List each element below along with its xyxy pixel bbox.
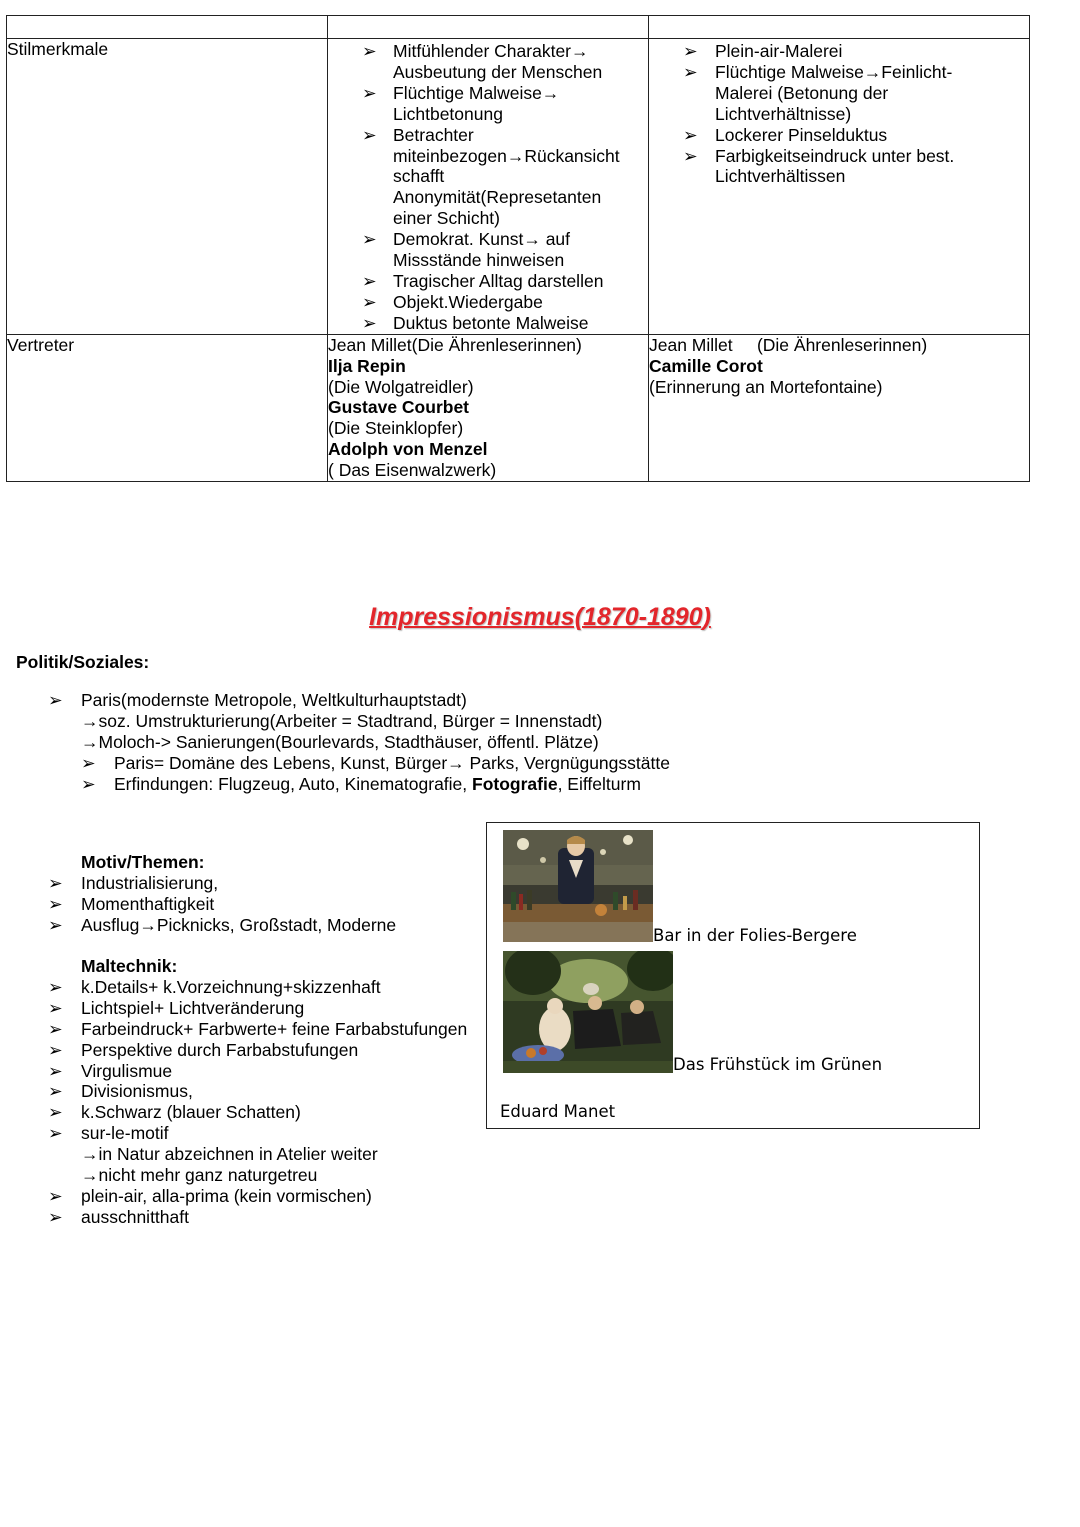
motifs-label: Motiv/Themen: — [81, 852, 205, 872]
list-item: ➢ Demokrat. Kunst→ auf Missstände hinweisen — [362, 229, 571, 271]
list-item: ➢ Industrialisierung, — [48, 872, 219, 893]
row-label: Stilmerkmale — [7, 39, 328, 335]
arrow-bullet-icon: ➢ — [48, 690, 63, 710]
list-item: ➢ Momenthaftigkeit — [48, 893, 215, 914]
artist-name: Camille Corot — [649, 355, 763, 376]
artist-name: Adolph von Menzel — [328, 439, 488, 460]
politics-section-label: Politik/Soziales: — [16, 652, 150, 672]
arrow-bullet-icon: ➢ — [48, 1039, 63, 1060]
comparison-table — [6, 15, 1030, 482]
list-item: ➢ Virgulismue — [48, 1060, 173, 1081]
page-title: Impressionismus(1870-1890) — [369, 603, 711, 631]
artist-work: (Erinnerung an Mortefontaine) — [649, 376, 883, 397]
arrow-bullet-icon: ➢ — [48, 1102, 63, 1123]
painting-fruehstueck-im-gruenen-image — [503, 951, 673, 1073]
list-item: ➢ plein-air, alla-prima (kein vormischen) — [48, 1185, 372, 1206]
impressionismus-artists-cell — [649, 334, 1030, 481]
technique-label: Maltechnik: — [81, 956, 178, 976]
arrow-bullet-icon: ➢ — [48, 1081, 63, 1102]
list-item: ➢ Tragischer Alltag darstellen — [362, 270, 604, 291]
example-paintings-box — [486, 822, 980, 1129]
motifs-section — [0, 852, 480, 936]
realismus-artists-cell — [328, 334, 649, 481]
list-item: ➢ Duktus betonte Malweise — [362, 312, 589, 333]
arrow-bullet-icon: ➢ — [81, 773, 96, 794]
politics-note: →soz. Umstrukturierung(Arbeiter = Stadtrand, Bürger = Innenstadt) — [81, 710, 603, 731]
arrow-bullet-icon: ➢ — [48, 997, 63, 1018]
list-item: ➢ Farbigkeitseindruck unter best. Lichtverhältissen — [683, 145, 955, 187]
artist-work: (Die Wolgatreidler) — [328, 376, 474, 397]
header-cell-1 — [7, 16, 328, 39]
list-item: ➢ Flüchtige Malweise→ Lichtbetonung — [362, 82, 560, 124]
artist-name: Ilja Repin — [328, 355, 406, 376]
arrow-bullet-icon: ➢ — [81, 752, 96, 773]
arrow-bullet-icon: ➢ — [48, 1123, 63, 1144]
list-item: ➢ Paris= Domäne des Lebens, Kunst, Bürger→ Parks, Vergnügungsstätte — [81, 752, 670, 773]
arrow-bullet-icon: ➢ — [362, 41, 377, 61]
realismus-features-cell — [328, 39, 649, 335]
painting-caption: Das Frühstück im Grünen — [673, 1055, 883, 1074]
technique-note: →in Natur abzeichnen in Atelier weiter — [81, 1144, 378, 1165]
artist-work: ( Das Eisenwalzwerk) — [328, 460, 497, 481]
arrow-bullet-icon: ➢ — [683, 124, 698, 145]
arrow-bullet-icon: ➢ — [362, 270, 377, 291]
impressionismus-features-cell — [649, 39, 1030, 335]
list-item: ➢ k.Details+ k.Vorzeichnung+skizzenhaft — [48, 976, 381, 997]
list-item: ➢ ausschnitthaft — [48, 1206, 189, 1227]
list-item: ➢ Erfindungen: Flugzeug, Auto, Kinematografie, Fotografie, Eiffelturm — [81, 773, 641, 794]
artist-name: Eduard Manet — [500, 1102, 616, 1121]
table-header-row — [7, 16, 1030, 39]
header-cell-2 — [328, 16, 649, 39]
list-item: ➢ Flüchtige Malweise→Feinlicht-Malerei (Betonung der Lichtverhältnisse) — [683, 61, 953, 124]
arrow-bullet-icon: ➢ — [683, 41, 698, 61]
arrow-bullet-icon: ➢ — [362, 312, 377, 333]
list-item: ➢ Divisionismus, — [48, 1081, 193, 1102]
list-item: ➢ k.Schwarz (blauer Schatten) — [48, 1102, 301, 1123]
list-item: ➢ Objekt.Wiedergabe — [362, 291, 543, 312]
painting-bar-folies-bergere-image — [503, 830, 653, 942]
painting-caption: Bar in der Folies-Bergere — [653, 926, 857, 945]
table-row-stilmerkmale — [7, 39, 1030, 335]
list-item: ➢ Perspektive durch Farbabstufungen — [48, 1039, 359, 1060]
arrow-bullet-icon: ➢ — [683, 61, 698, 82]
arrow-bullet-icon: ➢ — [362, 229, 377, 250]
list-item: ➢ Lockerer Pinselduktus — [683, 124, 888, 145]
arrow-bullet-icon: ➢ — [48, 893, 63, 914]
arrow-bullet-icon: ➢ — [48, 976, 63, 997]
artist-work: (Die Steinklopfer) — [328, 418, 464, 439]
artist-name: Gustave Courbet — [328, 397, 469, 418]
list-item: ➢ Paris(modernste Metropole, Weltkulturhauptstadt) — [48, 690, 467, 710]
technique-section — [0, 956, 486, 1228]
arrow-bullet-icon: ➢ — [362, 124, 377, 145]
header-cell-3 — [649, 16, 1030, 39]
arrow-bullet-icon: ➢ — [48, 914, 63, 935]
list-item: ➢ Mitfühlender Charakter→ Ausbeutung der Menschen — [362, 41, 603, 82]
politics-section — [0, 690, 800, 795]
arrow-bullet-icon: ➢ — [48, 1060, 63, 1081]
technique-note: →nicht mehr ganz naturgetreu — [81, 1165, 318, 1186]
arrow-bullet-icon: ➢ — [683, 145, 698, 166]
arrow-bullet-icon: ➢ — [362, 82, 377, 103]
list-item: ➢ sur-le-motif — [48, 1123, 169, 1144]
realismus-features-list — [328, 41, 648, 334]
list-item: ➢ Ausflug→Picknicks, Großstadt, Moderne — [48, 914, 397, 935]
arrow-bullet-icon: ➢ — [48, 1185, 63, 1206]
politics-note: →Moloch-> Sanierungen(Bourlevards, Stadthäuser, öffentl. Plätze) — [81, 731, 599, 752]
table-row-vertreter — [7, 334, 1030, 481]
arrow-bullet-icon: ➢ — [362, 291, 377, 312]
list-item: ➢ Betrachter miteinbezogen→Rückansicht schafft Anonymität(Represetanten einer Schicht) — [362, 124, 620, 229]
impressionismus-features-list — [649, 41, 1029, 187]
artist-work: Jean Millet (Die Ährenleserinnen) — [649, 334, 928, 355]
list-item: ➢ Lichtspiel+ Lichtveränderung — [48, 997, 305, 1018]
arrow-bullet-icon: ➢ — [48, 1206, 63, 1227]
list-item: ➢ Plein-air-Malerei — [683, 41, 843, 61]
list-item: ➢ Farbeindruck+ Farbwerte+ feine Farbabstufungen — [48, 1018, 468, 1039]
arrow-bullet-icon: ➢ — [48, 1018, 63, 1039]
row-label: Vertreter — [7, 334, 328, 481]
painting-bar-folies-bergere — [503, 830, 653, 942]
artist-work: Jean Millet(Die Ährenleserinnen) — [328, 334, 582, 355]
arrow-bullet-icon: ➢ — [48, 872, 63, 893]
painting-fruehstueck-im-gruenen — [503, 951, 673, 1073]
